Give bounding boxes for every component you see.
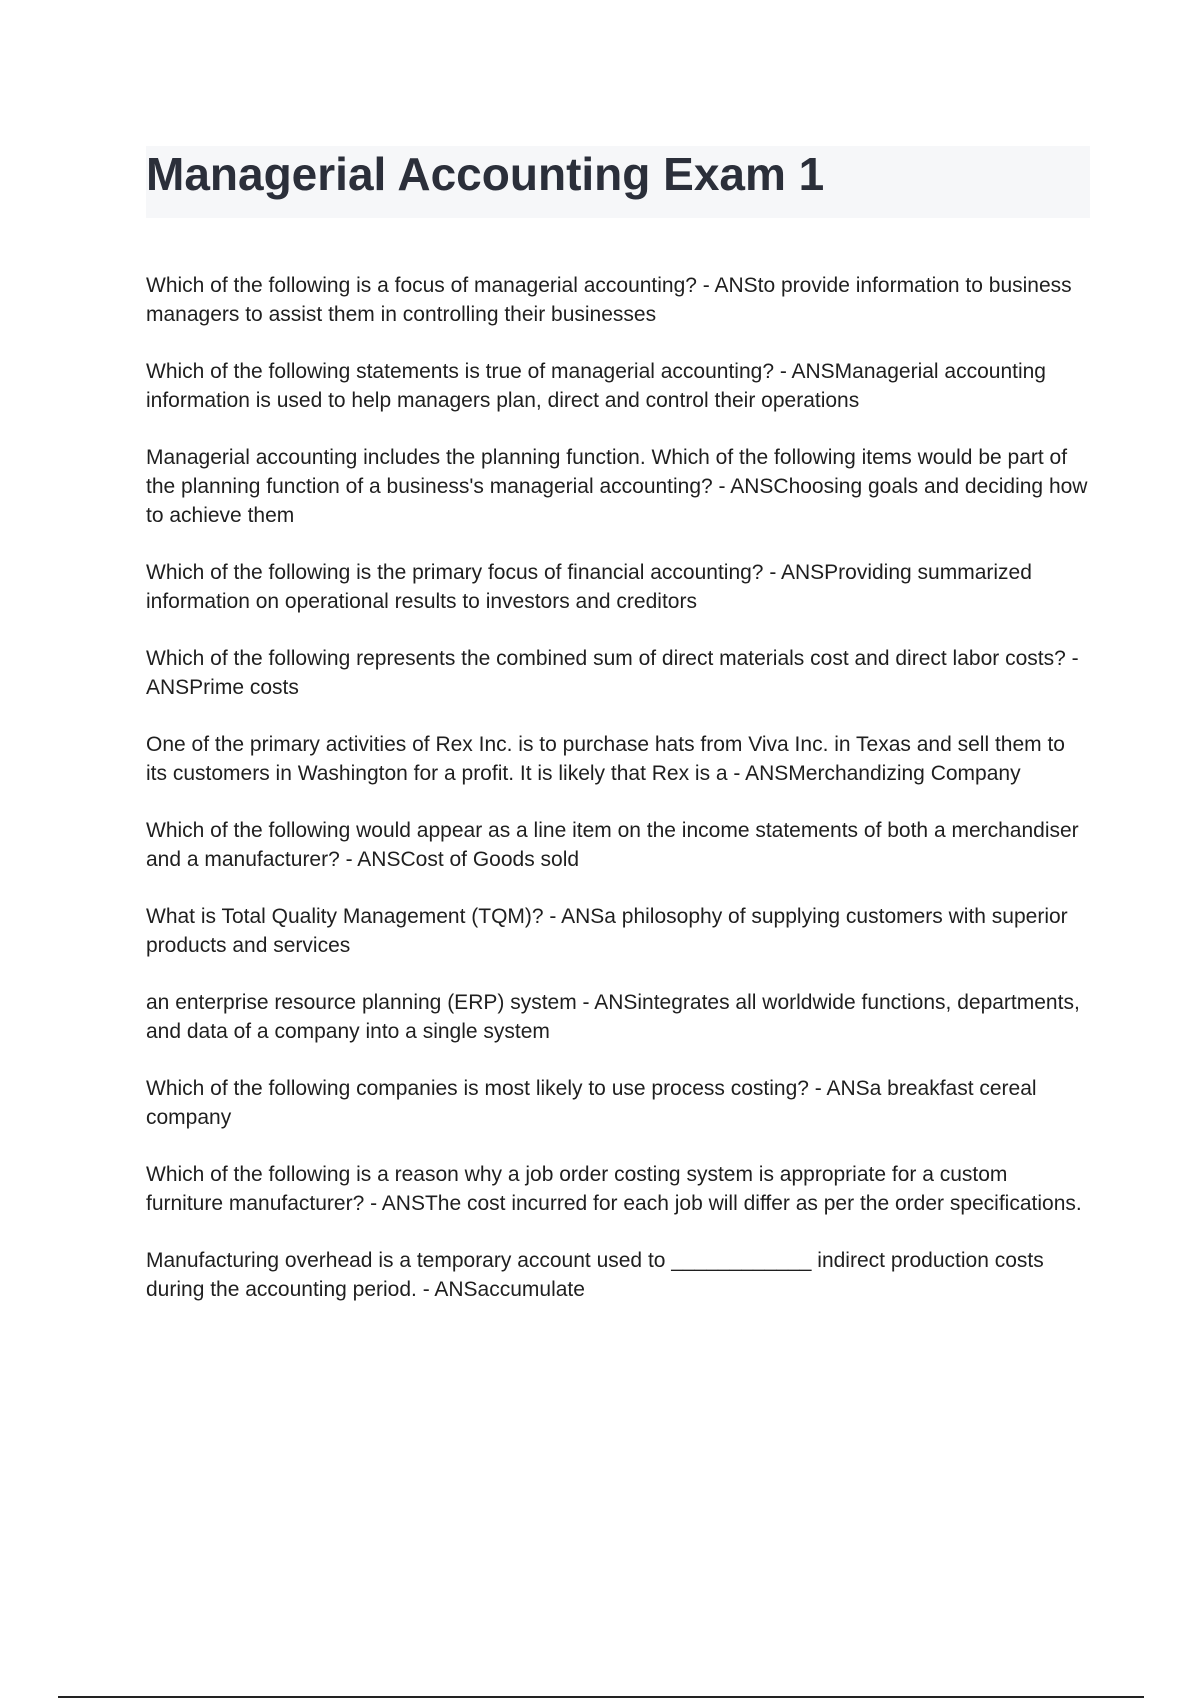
qa-item: Which of the following would appear as a line item on the income statements of both a merchandiser and a manufacturer? - ANSCost of Goods sold xyxy=(146,819,1079,871)
page-bottom-divider xyxy=(58,1696,1144,1698)
qa-item: Which of the following represents the combined sum of direct materials cost and direct labor costs? - ANSPrime costs xyxy=(146,647,1079,699)
qa-item: Which of the following companies is most likely to use process costing? - ANSa breakfast cereal company xyxy=(146,1077,1037,1129)
qa-item: Managerial accounting includes the planning function. Which of the following items would be part of the planning function of a business's managerial accounting? - ANSChoosing goals and deciding how to achieve them xyxy=(146,446,1088,527)
qa-item: One of the primary activities of Rex Inc. is to purchase hats from Viva Inc. in Texas and sell them to its customers in Washington for a profit. It is likely that Rex is a - ANSMerchandizing Company xyxy=(146,733,1065,785)
qa-item: Which of the following is a reason why a job order costing system is appropriate for a custom furniture manufacturer? - ANSThe cost incurred for each job will differ as per the order specifications. xyxy=(146,1163,1082,1215)
qa-item: Which of the following is the primary focus of financial accounting? - ANSProviding summarized information on operational results to investors and creditors xyxy=(146,561,1032,613)
qa-item: Which of the following is a focus of managerial accounting? - ANSto provide information to business managers to assist them in controlling their businesses xyxy=(146,274,1072,326)
qa-item: an enterprise resource planning (ERP) system - ANSintegrates all worldwide functions, departments, and data of a company into a single system xyxy=(146,991,1080,1043)
page-title: Managerial Accounting Exam 1 xyxy=(146,148,825,200)
qa-list xyxy=(146,271,1090,1332)
qa-item: Which of the following statements is true of managerial accounting? - ANSManagerial accounting information is used to help managers plan, direct and control their operations xyxy=(146,360,1046,412)
qa-item: Manufacturing overhead is a temporary account used to ____________ indirect production costs during the accounting period. - ANSaccumulate xyxy=(146,1249,1044,1301)
qa-item: What is Total Quality Management (TQM)? - ANSa philosophy of supplying customers with superior products and services xyxy=(146,905,1068,957)
